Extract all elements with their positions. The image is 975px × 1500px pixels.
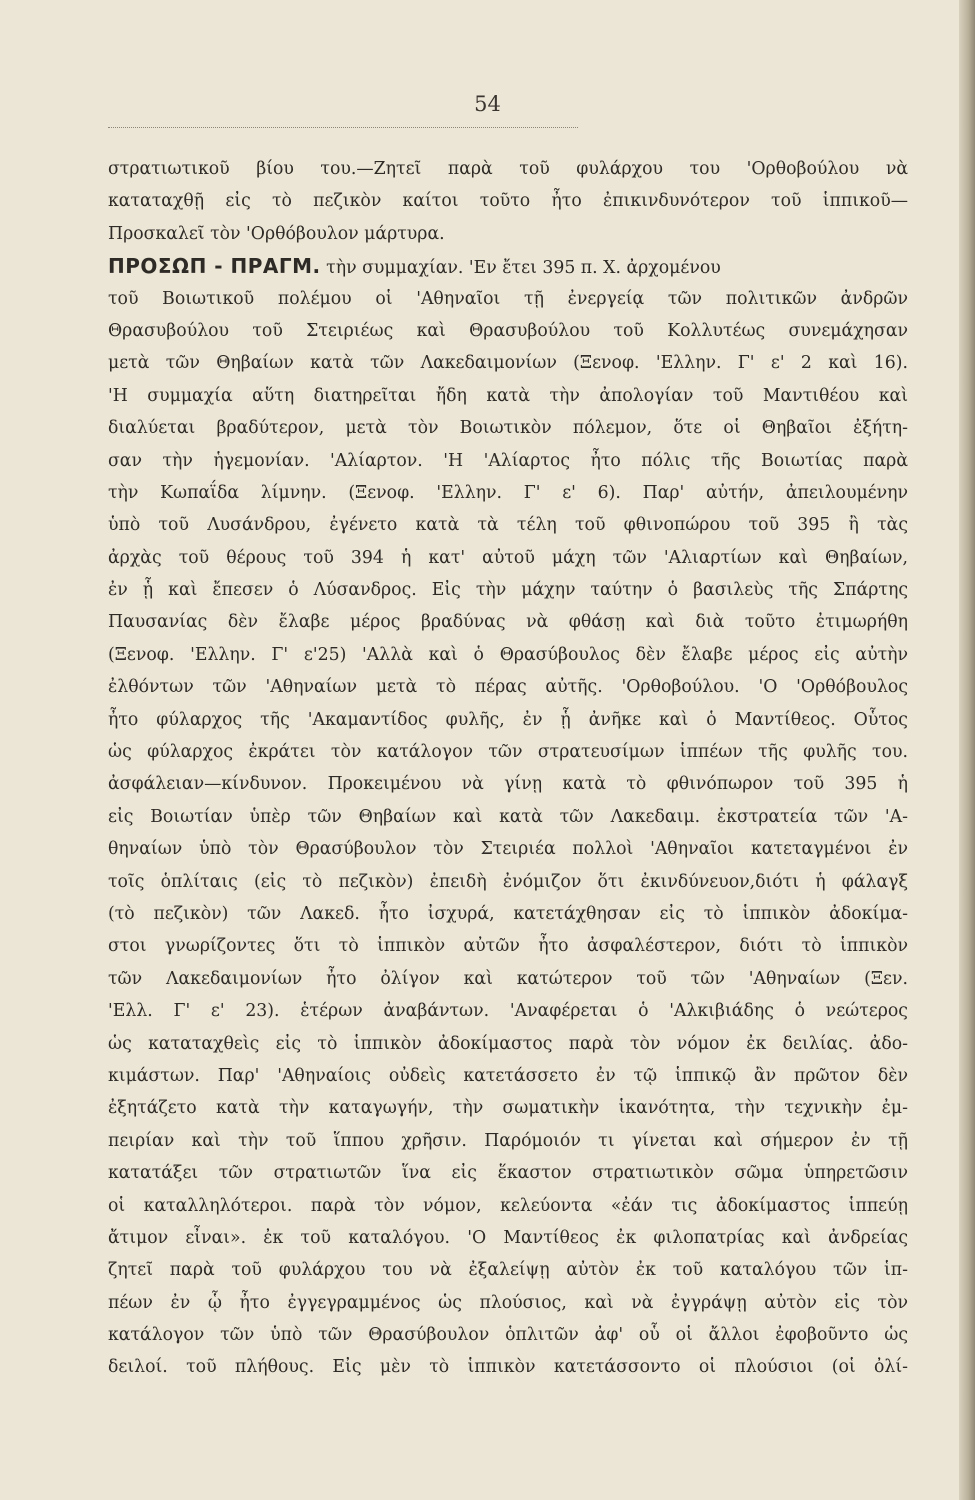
text-line: 'Η συμμαχία αὕτη διατηρεῖται ἤδη κατὰ τὴν ἀπολογίαν τοῦ Μαντιθέου καὶ [108,385,908,406]
text-line: ζητεῖ παρὰ τοῦ φυλάρχου του νὰ ἐξαλείψῃ αὐτὸν ἐκ τοῦ καταλόγου τῶν ἱπ- [108,1260,908,1281]
text-line: οἱ καταλληλότεροι. παρὰ τὸν νόμον, κελεύοντα «ἐάν τις ἀδοκίμαστος ἱππεύῃ [108,1195,908,1216]
text-line: ἄτιμον εἶναι». ἐκ τοῦ καταλόγου. 'Ο Μαντίθεος ἐκ φιλοπατρίας καὶ ἀνδρείας [108,1227,908,1248]
text-line: πέων ἐν ᾧ ἦτο ἐγγεγραμμένος ὡς πλούσιος, καὶ νὰ ἐγγράψῃ αὐτὸν εἰς τὸν [108,1292,908,1313]
text-line: Παυσανίας δὲν ἔλαβε μέρος βραδύνας νὰ φθάσῃ καὶ διὰ τοῦτο ἐτιμωρήθη [108,612,908,633]
section-heading-line [108,250,908,282]
text-line: ὑπὸ τοῦ Λυσάνδρου, ἐγένετο κατὰ τὰ τέλη τοῦ φθινοπώρου τοῦ 395 ἢ τὰς [108,515,908,536]
text-line: ἐξητάζετο κατὰ τὴν καταγωγήν, τὴν σωματικὴν ἱκανότητα, τὴν τεχνικὴν ἐμ- [108,1098,908,1119]
text-line: τοῖς ὁπλίταις (εἰς τὸ πεζικὸν) ἐπειδὴ ἐνόμιζον ὅτι ἐκινδύνευον,διότι ἡ φάλαγξ [108,871,908,892]
text-line: καταταχθῇ εἰς τὸ πεζικὸν καίτοι τοῦτο ἦτο ἐπικινδυνότερον τοῦ ἱππικοῦ— [108,191,908,212]
text-line: θηναίων ὑπὸ τὸν Θρασύβουλον τὸν Στειριέα πολλοὶ 'Αθηναῖοι κατεταγμένοι ἐν [108,839,908,860]
text-line: ἀρχὰς τοῦ θέρους τοῦ 394 ἡ κατ' αὐτοῦ μάχη τῶν 'Αλιαρτίων καὶ Θηβαίων, [108,547,908,568]
text-line: ὡς καταταχθεὶς εἰς τὸ ἱππικὸν ἀδοκίμαστος παρὰ τὸν νόμον ἐκ δειλίας. ἀδο- [108,1033,908,1054]
heading-text: τὴν συμμαχίαν. 'Εν ἔτει 395 π. Χ. ἀρχομένου [326,258,721,279]
text-line: κατατάξει τῶν στρατιωτῶν ἵνα εἰς ἕκαστον στρατιωτικὸν σῶμα ὑπηρετῶσιν [108,1163,908,1184]
text-line: κατάλογον τῶν ὑπὸ τῶν Θρασύβουλον ὁπλιτῶν ἀφ' οὗ οἱ ἄλλοι ἐφοβοῦντο ὡς [108,1325,908,1346]
text-line: (τὸ πεζικὸν) τῶν Λακεδ. ἦτο ἰσχυρά, κατετάχθησαν εἰς τὸ ἱππικὸν ἀδοκίμα- [108,903,908,924]
text-line: μετὰ τῶν Θηβαίων κατὰ τῶν Λακεδαιμονίων (Ξενοφ. 'Ελλην. Γ' ε' 2 καὶ 16). [108,353,908,374]
text-line: τῶν Λακεδαιμονίων ἦτο ὀλίγον καὶ κατώτερον τοῦ τῶν 'Αθηναίων (Ξεν. [108,968,908,989]
page-edge-shadow [959,0,975,1500]
text-line: 'Ελλ. Γ' ε' 23). ἑτέρων ἀναβάντων. 'Αναφέρεται ὁ 'Αλκιβιάδης ὁ νεώτερος [108,1001,908,1022]
text-line: Προσκαλεῖ τὸν 'Ορθόβουλον μάρτυρα. [108,223,445,244]
text-line: ἐλθόντων τῶν 'Αθηναίων μετὰ τὸ πέρας αὐτῆς. 'Ορθοβούλου. 'Ο 'Ορθόβουλος [108,677,908,698]
text-line: σαν τὴν ἡγεμονίαν. 'Αλίαρτον. 'Η 'Αλίαρτος ἦτο πόλις τῆς Βοιωτίας παρὰ [108,450,908,471]
text-line: ἦτο φύλαρχος τῆς 'Ακαμαντίδος φυλῆς, ἐν ᾗ ἀνῆκε καὶ ὁ Μαντίθεος. Οὗτος [108,709,908,730]
header-rule [108,127,578,128]
text-line: τοῦ Βοιωτικοῦ πολέμου οἱ 'Αθηναῖοι τῇ ἐνεργείᾳ τῶν πολιτικῶν ἀνδρῶν [108,288,908,309]
text-line: ἐν ᾗ καὶ ἔπεσεν ὁ Λύσανδρος. Εἰς τὴν μάχην ταύτην ὁ βασιλεὺς τῆς Σπάρτης [108,580,908,601]
text-line: ὡς φύλαρχος ἐκράτει τὸν κατάλογον τῶν στρατευσίμων ἱππέων τῆς φυλῆς του. [108,742,908,763]
text-line: κιμάστων. Παρ' 'Αθηναίοις οὐδεὶς κατετάσσετο ἐν τῷ ἱππικῷ ἂν πρῶτον δὲν [108,1065,908,1086]
text-line: στρατιωτικοῦ βίου του.—Ζητεῖ παρὰ τοῦ φυλάρχου του 'Ορθοβούλου νὰ [108,159,908,179]
text-line: δειλοί. τοῦ πλήθους. Εἰς μὲν τὸ ἱππικὸν κατετάσσοντο οἱ πλούσιοι (οἱ ὀλί- [108,1357,908,1378]
body-text [108,153,908,1384]
text-line: πειρίαν καὶ τὴν τοῦ ἵππου χρῆσιν. Παρόμοιόν τι γίνεται καὶ σήμερον ἐν τῇ [108,1130,908,1151]
text-line: στοι γνωρίζοντες ὅτι τὸ ἱππικὸν αὐτῶν ἦτο ἀσφαλέστερον, διότι τὸ ἱππικὸν [108,936,908,957]
page-number: 54 [474,92,501,116]
text-line: τὴν Κωπαΐδα λίμνην. (Ξενοφ. 'Ελλην. Γ' ε' 6). Παρ' αὐτήν, ἀπειλουμένην [108,482,908,503]
section-heading: ΠΡΟΣΩΠ - ΠΡΑΓΜ. [108,254,321,279]
text-line: ἀσφάλειαν—κίνδυνον. Προκειμένου νὰ γίνῃ κατὰ τὸ φθινόπωρον τοῦ 395 ἡ [108,774,908,795]
text-line: (Ξενοφ. 'Ελλην. Γ' ε'25) 'Αλλὰ καὶ ὁ Θρασύβουλος δὲν ἔλαβε μέρος εἰς αὐτὴν [108,644,908,665]
text-line: Θρασυβούλου τοῦ Στειριέως καὶ Θρασυβούλου τοῦ Κολλυτέως συνεμάχησαν [108,320,908,341]
text-line: εἰς Βοιωτίαν ὑπὲρ τῶν Θηβαίων καὶ κατὰ τῶν Λακεδαιμ. ἐκστρατεία τῶν 'Α- [108,806,908,827]
text-line: διαλύεται βραδύτερον, μετὰ τὸν Βοιωτικὸν πόλεμον, ὅτε οἱ Θηβαῖοι ἐξήτη- [108,418,908,439]
